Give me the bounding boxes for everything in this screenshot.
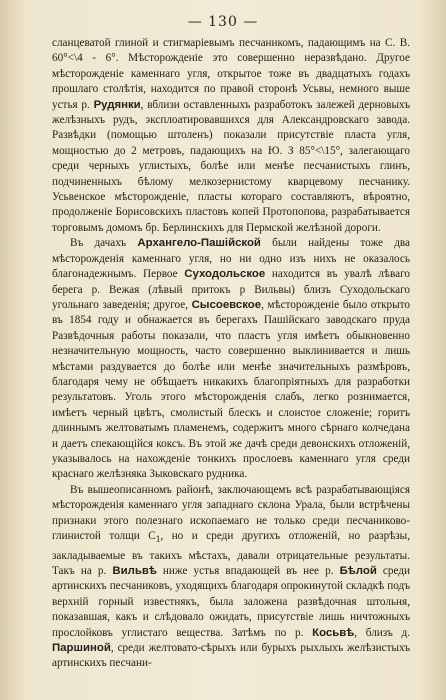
text-run: ниже устья впадающей въ нее р. — [156, 565, 340, 578]
place-name: Рудянки — [93, 98, 141, 111]
page-number: — 130 — — [187, 14, 259, 30]
text-run: , мѣсторожденіе было открыто въ 1854 году и обнажается въ берегахъ Пашійскаго заводскаго пруда Развѣдочныя работы показали, что пластъ угля имѣетъ обыкновенно незначительную мощность, часто совершенно выклинивается и лишь мѣстами раздувается до болѣе или менѣе значительныхъ размѣровъ, благодаря чему не обѣщаетъ никакихъ благопріятныхъ для разработки результатовъ. Уголь этого мѣсторожденія слабъ, легко рознимается, имѣетъ черный цвѣтъ, смолистый блескъ и слоистое сложеніе; горитъ длиннымъ желтоватымъ пламенемъ, содержитъ много сѣрнаго колчедана и даетъ спекающійся коксъ. Въ этой же дачѣ среди девонскихъ отложеній, указывалось на нахожденіе тонкихъ прослоевъ каменнаго угля среди краснаго желѣзняка Зыковскаго рудника. — [52, 298, 410, 481]
text-run: среди артинскихъ песчаниковъ, уходящихъ благодаря опрокинутой складкѣ подъ верхній горный известнякъ, была заложена развѣдочная штольня, показавшая, какъ и слѣдовало ожидать, присутствіе лишь ничтожныхъ прослойковъ углистаго вещества. Затѣмъ по р. — [52, 565, 410, 639]
text-run: находится въ увалѣ лѣваго берега р. Вежая (лѣвый притокъ р Вильвы) близъ Суходольскаго угольнаго заведенія; другое, — [52, 268, 410, 311]
text-run: , вблизи оставленныхъ разработокъ залежей дерновыхъ желѣзныхъ рудъ, эксплоатировавшихся для Александровскаго завода. Развѣдки (помощью штоленъ) показали присутствіе пласта угля, мощностью до 2 метровъ, падающихъ на Ю. З 85°<\15°, залегающаго среди черныхъ углистыхъ, болѣе или менѣе песчанистыхъ глинъ, подчиненныхъ бѣлому мелкозернистому кварцевому песчанику. Усьвенское мѣсторожденіе, пласты котораго составляютъ, вѣроятно, продолженіе Борисовскихъ пластовъ копей Протопопова, разрабатывается торговымъ домомъ бр. Берлинскихъ для Пермской желѣзной дороги. — [52, 98, 410, 234]
paragraph — [52, 36, 410, 236]
place-name: Сысоевское — [191, 298, 262, 311]
text-run: Въ дачахъ — [70, 237, 138, 250]
place-name: Косьвѣ — [312, 626, 355, 639]
place-name: Вильвѣ — [112, 565, 157, 578]
text-run: сланцеватой глиной и стигмаріевымъ песчаникомъ, падающимъ на С. В. 60°<\4 - 6°. Мѣсторожденіе это совершенно неразвѣдано. Другое мѣсторожденіе каменнаго угля, открытое тоже въ двадцатыхъ годахъ прошлаго столѣтія, находится по правой сторонѣ Усьвы, немного выше устья р. — [52, 37, 410, 111]
paragraph — [52, 483, 410, 672]
text-run: были найдены тоже два мѣсторожденія каменнаго угля, но ни одно изъ нихъ не оказалось благонадежнымъ. Первое — [52, 237, 410, 281]
place-name: Бѣлой — [339, 565, 377, 578]
text-run: Въ вышеописанномъ районѣ, заключающемъ всѣ разрабатывающіяся мѣсторожденія каменнаго угля западнаго склона Урала, были встрѣчены признаки этого полезнаго ископаемаго не только среди песчаниково-глинистой толщи C — [52, 483, 410, 542]
paragraph — [52, 236, 410, 483]
text-run: , среди желтовато-сѣрыхъ или бурыхъ рыхлыхъ желѣзистыхъ артинскихъ песчани- — [52, 642, 410, 670]
place-name: Паршиной — [52, 642, 111, 655]
subscript-text: 1 — [155, 535, 161, 546]
place-name: Суходольское — [184, 268, 266, 281]
text-run: , близъ д. — [354, 626, 410, 639]
body-text — [52, 36, 410, 672]
text-run: , но и среди другихъ отложеній, но разрѣзы, закладываемые въ такихъ мѣстахъ, давали отрицательные результаты. Такъ на р. — [52, 530, 410, 578]
place-name: Архангело-Пашійской — [137, 237, 261, 250]
